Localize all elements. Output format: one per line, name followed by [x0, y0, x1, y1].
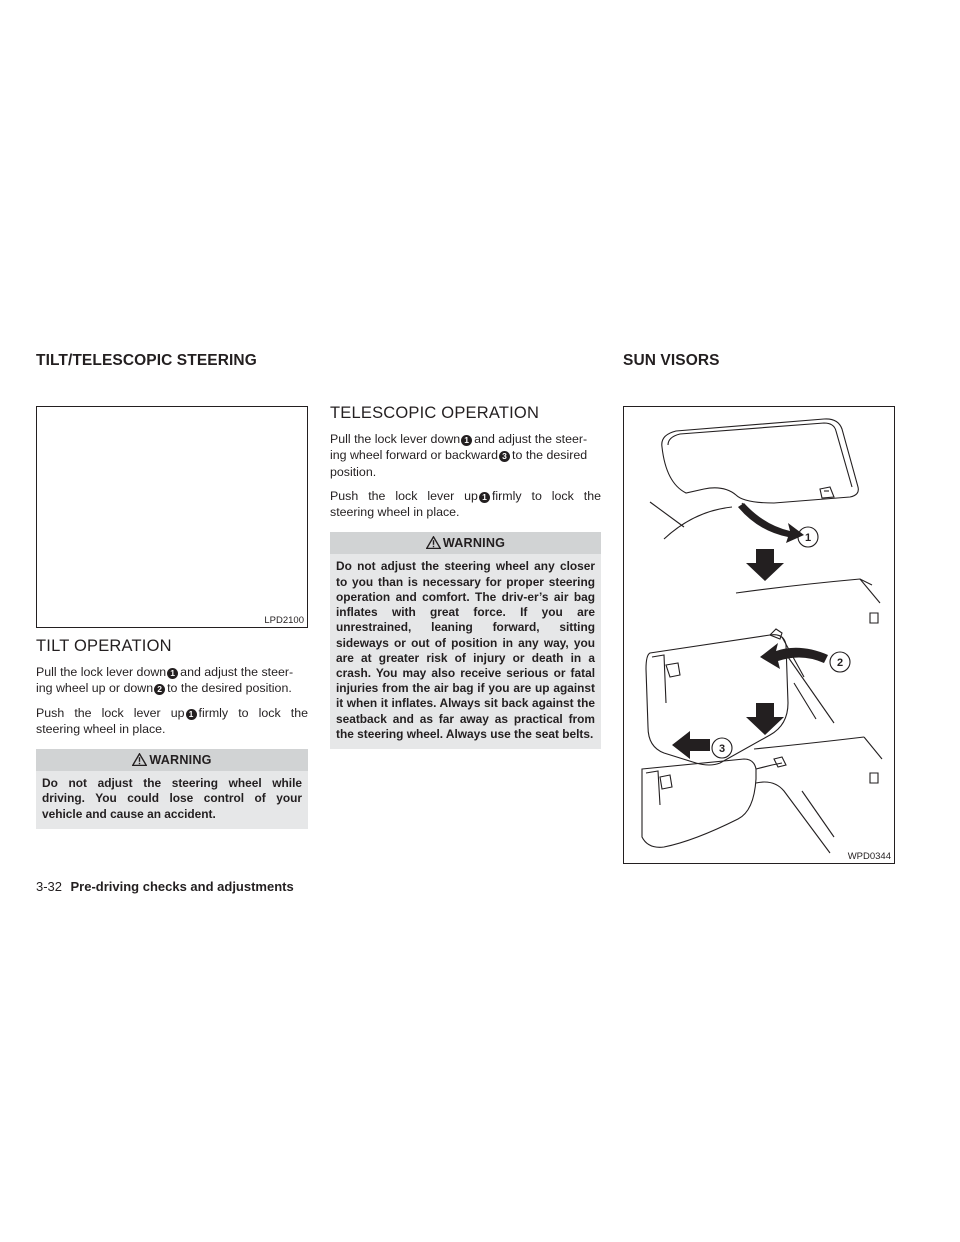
telescopic-paragraph-1	[330, 431, 601, 480]
warning-triangle-icon	[426, 534, 441, 556]
tilt-paragraph-1	[36, 664, 308, 697]
tilt-warning-label: WARNING	[149, 753, 212, 768]
tilt-warning-text: Do not adjust the steering wheel while driving. You could lose control of your vehicle and cause an accident.	[36, 771, 308, 829]
tilt-warning-header	[36, 749, 308, 771]
telescopic-paragraph-2	[330, 488, 601, 521]
callout-1-icon: 1	[461, 435, 472, 446]
tilt-p1-text-b: and adjust the steer-ing wheel up or down	[36, 665, 294, 696]
figure-callout-1: 1	[804, 532, 812, 544]
chapter-title: Pre-driving checks and adjustments	[70, 879, 294, 894]
telescopic-warning-header	[330, 532, 601, 554]
tele-p1-text-a: Pull the lock lever down	[330, 432, 461, 446]
callout-3-icon: 3	[499, 451, 510, 462]
tele-p1-text-b: and adjust the steer-ing wheel forward or backward	[330, 432, 588, 463]
figure-callout-3: 3	[718, 743, 726, 755]
section-title-sun-visors: SUN VISORS	[623, 352, 720, 369]
sun-visor-illustration	[624, 407, 894, 863]
figure-wpd0344-sun-visor	[623, 406, 895, 864]
tilt-paragraph-2	[36, 705, 308, 738]
callout-1-icon: 1	[186, 709, 197, 720]
figure-callout-2: 2	[836, 657, 844, 669]
callout-1-icon: 1	[167, 668, 178, 679]
section-title-tilt-telescopic: TILT/TELESCOPIC STEERING	[36, 352, 257, 369]
callout-1-icon: 1	[479, 492, 490, 503]
tilt-p1-text-a: Pull the lock lever down	[36, 665, 167, 679]
telescopic-operation-title: TELESCOPIC OPERATION	[330, 404, 540, 422]
telescopic-warning-text: Do not adjust the steering wheel any closer to you than is necessary for proper steering operation and comfort. The driv-er’s air bag inflates with great force. If you are unrestrained, leaning forward, sitting sideways or out of position in any way, you are at greater risk of injury or death in a crash. You may also receive serious or fatal injuries from the air bag if you are up against it when it inflates. Always sit back against the seatback and as far away as practical from the steering wheel. Always use the seat belts.	[330, 554, 601, 748]
tele-p2-text-a: Push the lock lever up	[330, 488, 478, 503]
tele-p2-text-b: firmly to lock the steering wheel in place.	[330, 488, 601, 520]
tele-p1-text-c: to the desired position.	[330, 448, 588, 479]
callout-2-icon: 2	[154, 684, 165, 695]
figure-code-right: WPD0344	[847, 851, 891, 862]
tilt-operation-section	[36, 637, 308, 829]
telescopic-warning-label: WARNING	[442, 536, 506, 551]
tilt-p2-text-a: Push the lock lever up	[36, 705, 185, 720]
warning-triangle-icon	[132, 751, 147, 773]
figure-lpd2100	[36, 406, 308, 628]
page-number: 3-32	[36, 879, 63, 894]
tilt-p1-text-c: to the desired position.	[167, 681, 292, 696]
telescopic-operation-section	[330, 404, 601, 749]
figure-code-left: LPD2100	[264, 615, 304, 626]
tilt-p2-text-b: firmly to lock the steering wheel in place.	[36, 705, 308, 736]
page-footer	[36, 878, 294, 896]
tilt-operation-title: TILT OPERATION	[36, 637, 172, 655]
